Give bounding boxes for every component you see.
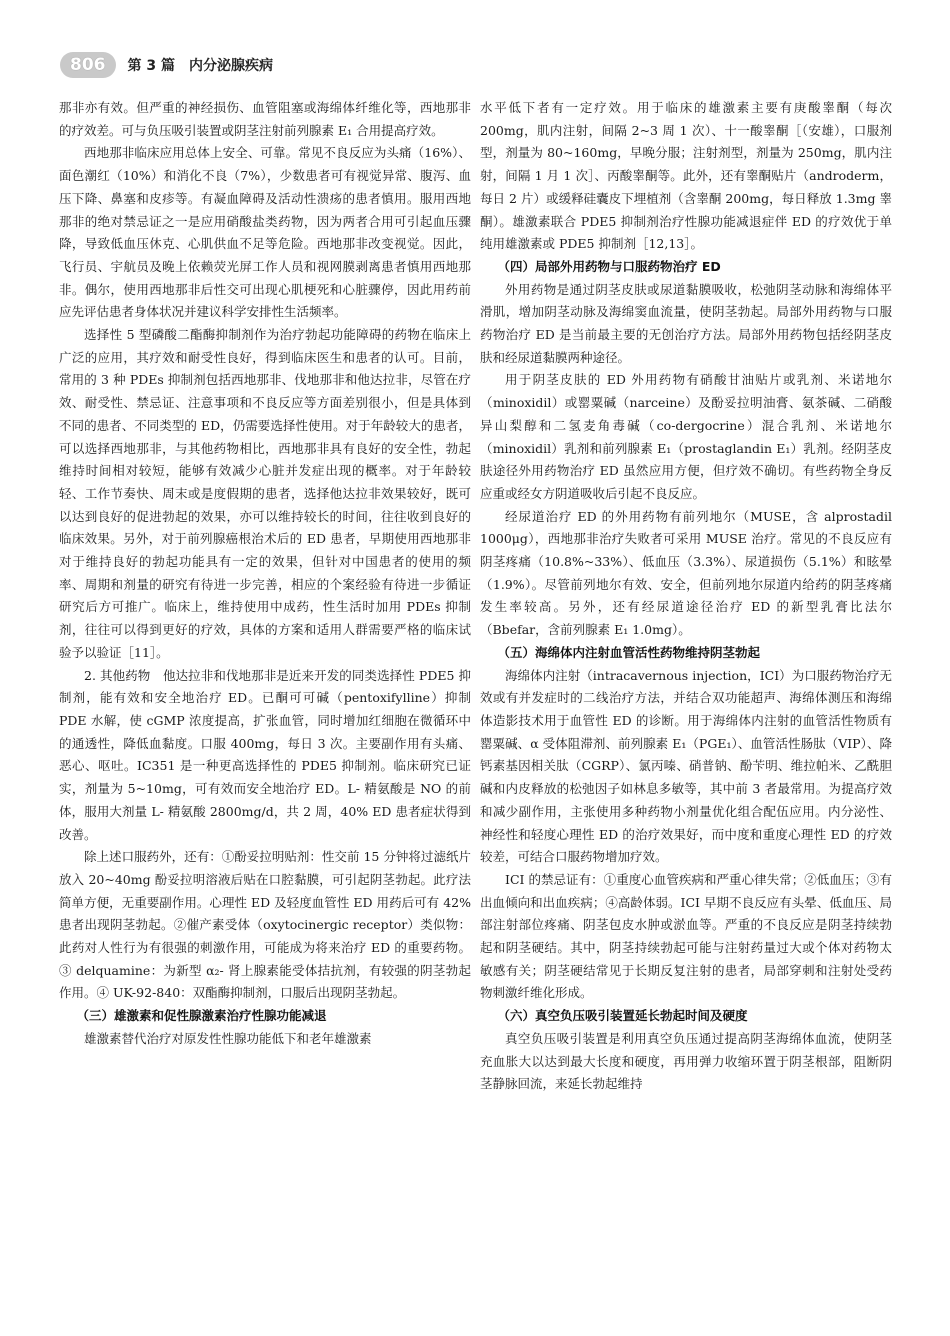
paragraph: 海绵体内注射（intracavernous injection，ICI）为口服药物治疗无效或有并发症时的二线治疗方法，并结合双功能超声、海绵体测压和海绵体造影技术用于血管性 ED 的诊断。用于海绵体内注射的血管活性物质有罂粟碱、α 受体阻滞剂、前列腺素 E₁（PGE₁）、血管活性肠肽（VIP）、降钙素基因相关肽（CGRP）、氯丙嗪、硝普钠、酚苄明、维拉帕米、乙酰胆碱和内皮释放的松弛因子如林息多敏等，其中前 3 者最常用。为提高疗效和减少副作用，主张使用多种药物小剂量优化组合配伍应用。内分泌性、神经性和轻度心理性 ED 的治疗效果好，而中度和重度心理性 ED 的疗效较差，可结合口服药物增加疗效。 <box>480 667 892 865</box>
chapter-title: 内分泌腺疾病 <box>189 58 273 74</box>
paragraph: 选择性 5 型磷酸二酯酶抑制剂作为治疗勃起功能障碍的药物在临床上广泛的应用，其疗效和耐受性良好，得到临床医生和患者的认可。目前，常用的 3 种 PDEs 抑制剂包括西地那非、伐地那非和他达拉非，尽管在疗效、耐受性、禁忌证、注意事项和不良反应等方面差别很小，但是具体到不同的患者、不同类型的 ED，仍需要选择性使用。对于年龄较大的患者，可以选择西地那非，与其他药物相比，西地那非具有良好的安全性，勃起维持时间相对较短，能够有效减少心脏并发症出现的概率。对于年龄较轻、工作节奏快、周末或是度假期的患者，选择他达拉非效果较好，既可以达到良好的促进勃起的效果，亦可以维持较长的时间，往往收到良好的临床效果。另外，对于前列腺癌根治术后的 ED 患者，早期使用西地那非对于维持良好的勃起功能具有一定的效果，但针对中国患者的使用的频率、周期和剂量的研究有待进一步完善，相应的个案经验有待进一步循证研究后方可推广。临床上，维持使用中成药，性生活时加用 PDEs 抑制剂，往往可以得到更好的疗效，具体的方案和适用人群需要严格的临床试验予以验证［11］。 <box>59 327 471 660</box>
paragraph: 2. 其他药物 他达拉非和伐地那非是近来开发的同类选择性 PDE5 抑制剂，能有效和安全地治疗 ED。已酮可可碱（pentoxifylline）抑制 PDE 水解，使 cGMP 浓度提高，扩张血管，同时增加红细胞在微循环中的通透性，降低血黏度。口服 400mg，每日 3 次。主要副作用有头痛、恶心、呕吐。IC351 是一种更高选择性的 PDE5 抑制剂。临床研究已证实，剂量为 5~10mg，可有效而安全地治疗 ED。L- 精氨酸是 NO 的前体，服用大剂量 L- 精氨酸 2800mg/d，共 2 周，40% ED 患者症状得到改善。 <box>59 667 471 842</box>
section-heading: （五）海绵体内注射血管活性药物维持阴茎勃起 <box>497 644 761 660</box>
paragraph: ICI 的禁忌证有：①重度心血管疾病和严重心律失常；②低血压；③有出血倾向和出血疾病；④高龄体弱。ICI 早期不良反应有头晕、低血压、局部注射部位疼痛、阴茎包皮水肿或淤血等。严重的不良反应是阴茎持续勃起和阴茎硬结。其中，阴茎持续勃起可能与注射药量过大或个体对药物太敏感有关；阴茎硬结常见于长期反复注射的患者，局部穿刺和注射处受药物刺激纤维化形成。 <box>480 871 892 1001</box>
paragraph: 外用药物是通过阴茎皮肤或尿道黏膜吸收，松弛阴茎动脉和海绵体平滑肌，增加阴茎动脉及海绵窦血流量，使阴茎勃起。局部外用药物与口服药物治疗 ED 是当前最主要的无创治疗方法。局部外用药物包括经阴茎皮肤和经尿道黏膜两种途径。 <box>480 281 892 365</box>
page-number: 806 <box>60 52 116 78</box>
section-heading: （三）雄激素和促性腺激素治疗性腺功能减退 <box>76 1008 327 1024</box>
paragraph: 水平低下者有一定疗效。用于临床的雄激素主要有庚酸睾酮（每次 200mg，肌内注射，间隔 2~3 周 1 次）、十一酸睾酮［（安雄），口服剂型，剂量为 80~160mg，早晚分服；注射剂型，剂量为 250mg，肌内注射，间隔 1 月 1 次］、丙酸睾酮等。此外，还有睾酮贴片（androderm，每日 2 片）或缓释硅囊皮下埋植剂（含睾酮 200mg，每日释放 1.3mg 睾酮）。雄激素联合 PDE5 抑制剂治疗性腺功能减退症伴 ED 的疗效优于单纯用雄激素或 PDE5 抑制剂［12,13］。 <box>480 100 892 252</box>
paragraph: 真空负压吸引装置是利用真空负压通过提高阴茎海绵体血流，使阴茎充血胀大以达到最大长度和硬度，再用弹力收缩环置于阴茎根部，阻断阴茎静脉回流，来延长勃起维持 <box>480 1030 892 1092</box>
section-heading: （六）真空负压吸引装置延长勃起时间及硬度 <box>497 1008 748 1024</box>
paragraph: 用于阴茎皮肤的 ED 外用药物有硝酸甘油贴片或乳剂、米诺地尔（minoxidil）或罂粟碱（narceine）及酚妥拉明油膏、氨茶碱、二硝酸异山梨醇和二氢麦角毒碱（co-dergocrine）混合乳剂、米诺地尔（minoxidil）乳剂和前列腺素 E₁（prostaglandin E₁）乳剂。经阴茎皮肤途径外用药物治疗 ED 虽然应用方便，但疗效不确切。有些药物全身反应重或经女方阴道吸收后引起不良反应。 <box>480 372 892 501</box>
paragraph: 雄激素替代治疗对原发性性腺功能低下和老年雄激素 <box>84 1030 372 1046</box>
paragraph: 除上述口服药外，还有：①酚妥拉明贴剂：性交前 15 分钟将过滤纸片放入 20~40mg 酚妥拉明溶液后贴在口腔黏膜，可引起阴茎勃起。此疗法简单方便，无重要副作用。心理性 ED 及轻度血管性 ED 用药后可有 42% 患者出现阴茎勃起。②催产素受体（oxytocinergic receptor）类似物：此药对人性行为有很强的刺激作用，可能成为将来治疗 ED 的重要药物。③ delquamine：为新型 α₂- 肾上腺素能受体拮抗剂，有较强的阴茎勃起作用。④ UK-92-840：双酯酶抑制剂，口服后出现阴茎勃起。 <box>59 849 471 1001</box>
paragraph: 经尿道治疗 ED 的外用药物有前列地尔（MUSE，含 alprostadil 1000μg），西地那非治疗失败者可采用 MUSE 治疗。常见的不良反应有阴茎疼痛（10.8%~33%）、低血压（3.3%）、尿道损伤（5.1%）和眩晕（1.9%）。尽管前列地尔有效、安全，但前列地尔尿道内给药的阴茎疼痛发生率较高。另外，还有经尿道途径治疗 ED 的新型乳膏比法尔（Bbefar，含前列腺素 E₁ 1.0mg）。 <box>480 508 892 638</box>
section-heading: （四）局部外用药物与口服药物治疗 ED <box>497 258 721 274</box>
paragraph: 那非亦有效。但严重的神经损伤、血管阻塞或海绵体纤维化等，西地那非的疗效差。可与负压吸引装置或阴茎注射前列腺素 E₁ 合用提高疗效。 <box>59 100 471 138</box>
paragraph: 西地那非临床应用总体上安全、可靠。常见不良反应为头痛（16%）、面色潮红（10%）和消化不良（7%），少数患者可有视觉异常、腹泻、血压下降、鼻塞和皮疹等。有凝血障碍及活动性溃疡的患者慎用。服用西地那非的绝对禁忌证之一是应用硝酸盐类药物，因为两者合用可引起血压骤降，导致低血压休克、心肌供血不足等危险。西地那非改变视觉。因此，飞行员、宇航员及晚上依赖荧光屏工作人员和视网膜剥离患者慎用西地那非。偶尔，使用西地那非后性交可出现心肌梗死和心脏骤停，因此用药前应先评估患者身体状况并建议科学安排性生活频率。 <box>59 145 471 320</box>
left-column <box>59 97 471 1051</box>
page-header <box>60 52 273 78</box>
part-label: 第 3 篇 <box>127 58 175 74</box>
right-column <box>480 97 892 1096</box>
